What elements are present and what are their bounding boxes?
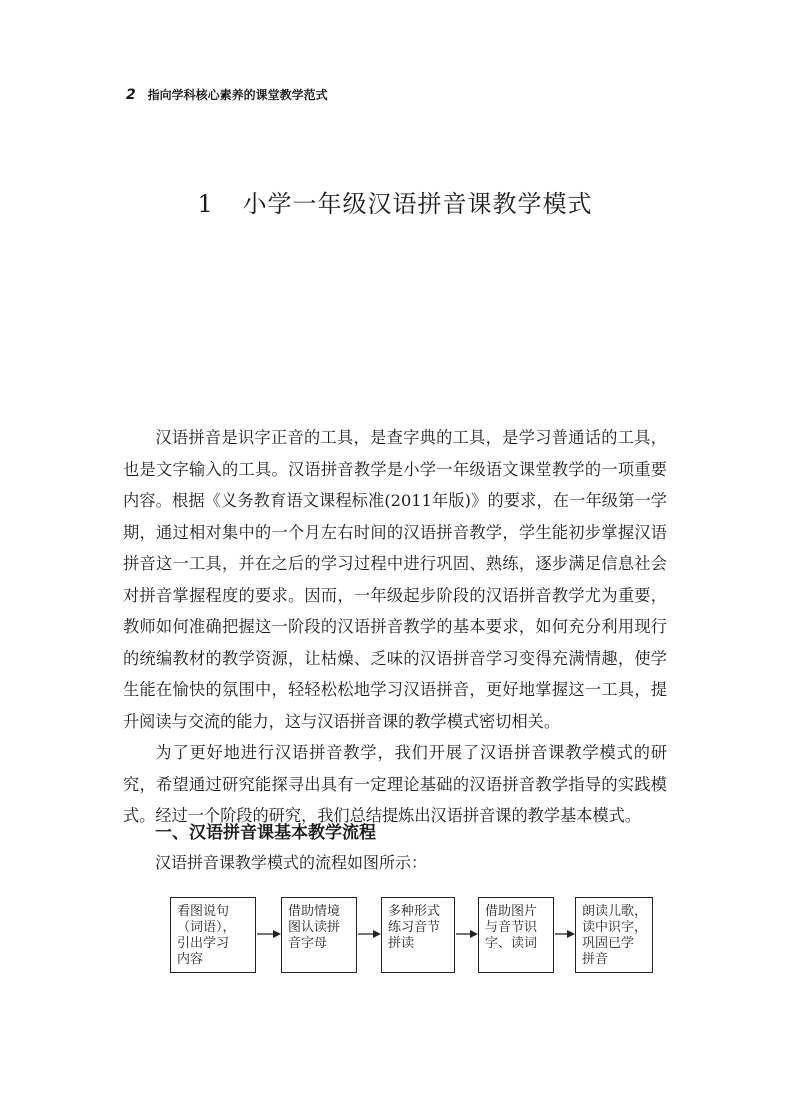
arrow-right-icon <box>357 927 382 941</box>
arrow-right-icon <box>455 927 479 941</box>
flow-step-line: 内容 <box>177 952 204 967</box>
section-heading: 一、汉语拼音课基本教学流程 <box>155 823 376 843</box>
page-number: 2 <box>126 87 136 103</box>
flow-step-line: 与音节识 <box>485 920 538 935</box>
flow-step-line: 巩固已学 <box>582 936 635 951</box>
chapter-number: 1 <box>197 190 214 218</box>
flow-step-line: （词语）， <box>177 920 236 935</box>
book-title: 指向学科核心素养的课堂教学范式 <box>147 88 328 102</box>
flow-step-line: 音字母 <box>288 936 328 951</box>
flow-step-line: 朗读儿歌， <box>582 904 648 919</box>
arrow-right-icon <box>554 927 576 941</box>
flow-intro-text: 汉语拼音课教学模式的流程如图所示： <box>155 853 428 872</box>
flow-step-line: 看图说句 <box>177 904 230 919</box>
flow-step-line: 字、读词 <box>485 936 538 951</box>
flow-step-3 <box>381 897 455 973</box>
arrow-right-icon <box>256 927 282 941</box>
flow-step-1 <box>170 897 256 973</box>
flow-step-line: 拼音 <box>582 952 609 967</box>
flow-step-line: 读中识字， <box>582 920 648 935</box>
paragraph-2: 为了更好地进行汉语拼音教学，我们开展了汉语拼音课教学模式的研究，希望通过研究能探寻出具有一定理论基础的汉语拼音教学指导的实践模式。经过一个阶段的研究，我们总结提炼出汉语拼音课的教学基本模式。 <box>123 743 667 825</box>
flow-step-line: 借助情境 <box>288 904 341 919</box>
flow-step-line: 拼读 <box>388 936 415 951</box>
flow-step-line: 练习音节 <box>388 920 441 935</box>
flow-step-4 <box>478 897 554 973</box>
flow-step-line: 图认读拼 <box>288 920 341 935</box>
flow-step-5 <box>575 897 653 973</box>
paragraph-1: 汉语拼音是识字正音的工具，是查字典的工具，是学习普通话的工具，也是文字输入的工具。汉语拼音教学是小学一年级语文课堂教学的一项重要内容。根据《义务教育语文课程标准(2011年版)》的要求，在一年级第一学期，通过相对集中的一个月左右时间的汉语拼音教学，学生能初步掌握汉语拼音这一工具，并在之后的学习过程中进行巩固、熟练，逐步满足信息社会对拼音掌握程度的要求。因而，一年级起步阶段的汉语拼音教学尤为重要，教师如何准确把握这一阶段的汉语拼音教学的基本要求，如何充分利用现行的统编教材的教学资源，让枯燥、乏味的汉语拼音学习变得充满情趣，使学生能在愉快的氛围中，轻轻松松地学习汉语拼音，更好地掌握这一工具，提升阅读与交流的能力，这与汉语拼音课的教学模式密切相关。 <box>123 428 667 731</box>
flow-step-line: 借助图片 <box>485 904 538 919</box>
flow-step-2 <box>281 897 357 973</box>
flow-step-line: 多种形式 <box>388 904 441 919</box>
flow-step-line: 引出学习 <box>177 936 230 951</box>
chapter-title-text: 小学一年级汉语拼音课教学模式 <box>242 190 593 218</box>
